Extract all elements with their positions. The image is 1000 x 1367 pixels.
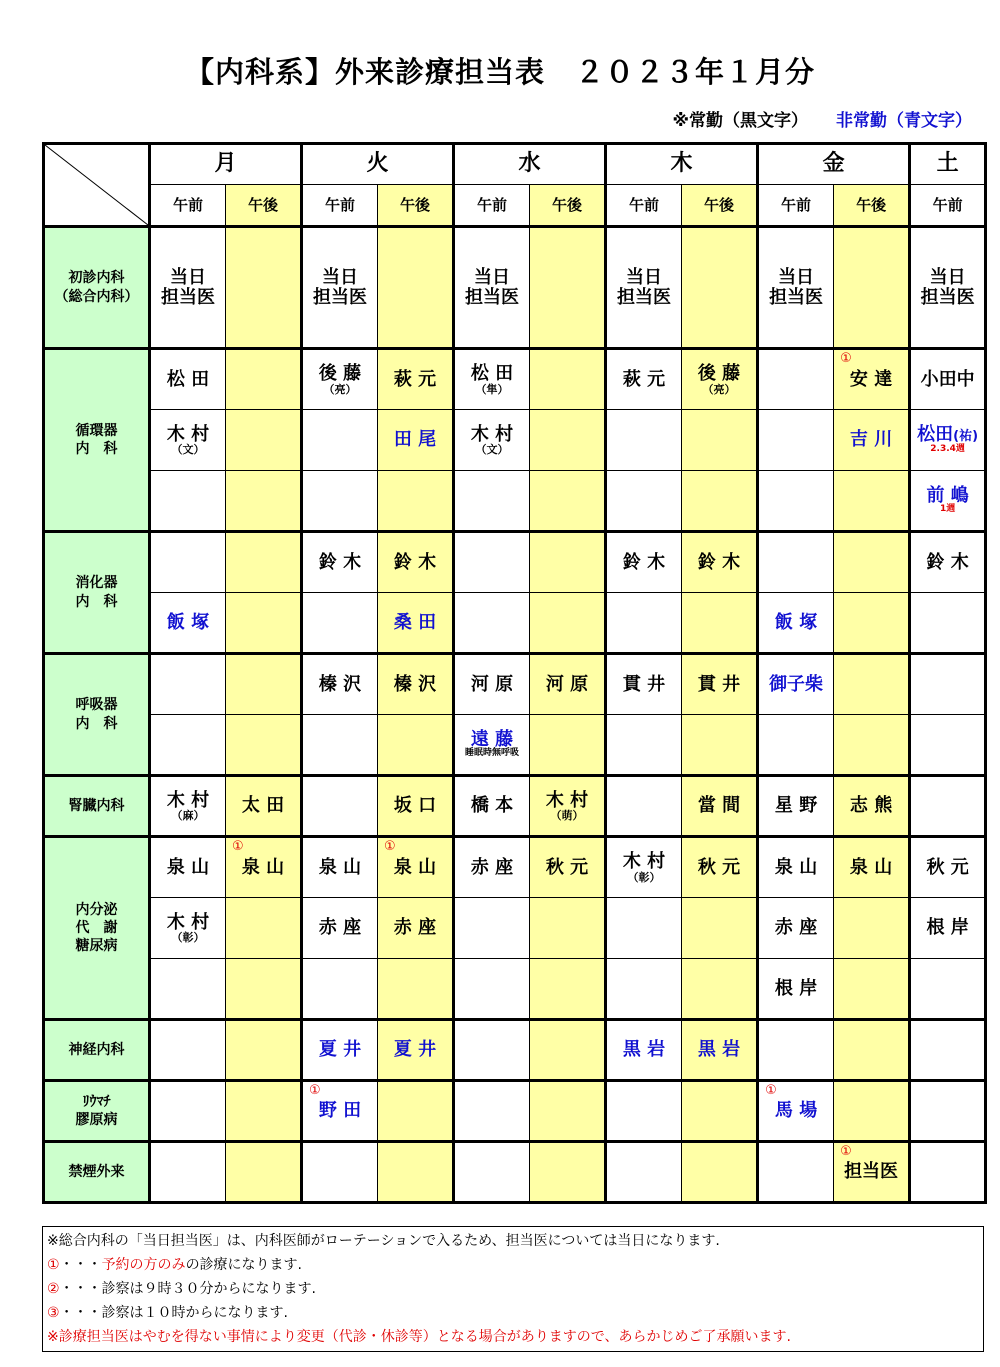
cell-mon-am (150, 959, 226, 1020)
pm-header: 午後 (378, 185, 454, 227)
cell-sat-am (910, 1081, 986, 1142)
cell-thu-am: 萩 元 (606, 349, 682, 410)
cell-thu-pm: 黒 岩 (682, 1020, 758, 1081)
cell-tue-pm: 田 尾 (378, 410, 454, 471)
cell-mon-pm (226, 227, 302, 349)
footer-line-4: ③・・・診察は１０時からになります. (47, 1305, 289, 1321)
cell-mon-pm (226, 959, 302, 1020)
cell-fri-am: ① 馬 場 (758, 1081, 834, 1142)
cell-tue-pm (378, 715, 454, 776)
cell-tue-pm (378, 1081, 454, 1142)
cell-sat-am: 松田(祐) 2.3.4週 (910, 410, 986, 471)
corner-cell (44, 144, 150, 227)
cell-fri-am: 赤 座 (758, 898, 834, 959)
cell-fri-am (758, 410, 834, 471)
cell-thu-pm (682, 1142, 758, 1203)
cell-wed-am: 木 村 （文） (454, 410, 530, 471)
cell-wed-am: 河 原 (454, 654, 530, 715)
cell-wed-pm (530, 715, 606, 776)
cell-fri-am: 星 野 (758, 776, 834, 837)
reservation-mark: ① (765, 1083, 777, 1098)
day-tue: 火 (302, 144, 454, 185)
cell-fri-pm (834, 959, 910, 1020)
cell-wed-am: 遠 藤 睡眠時無呼吸 (454, 715, 530, 776)
cell-fri-pm: ① 担当医 (834, 1142, 910, 1203)
cell-fri-pm: ① 安 達 (834, 349, 910, 410)
cell-thu-pm (682, 227, 758, 349)
cell-tue-pm: 夏 井 (378, 1020, 454, 1081)
legend-nonregular: 非常勤（青文字） (836, 111, 972, 131)
cell-thu-pm: 鈴 木 (682, 532, 758, 593)
cell-mon-pm (226, 471, 302, 532)
cell-mon-am: 泉 山 (150, 837, 226, 898)
cell-thu-pm (682, 715, 758, 776)
cell-fri-am (758, 471, 834, 532)
cell-tue-am: 夏 井 (302, 1020, 378, 1081)
reservation-mark: ① (384, 839, 396, 854)
row-header-kokyuki: 呼吸器 内 科 (44, 654, 150, 776)
cell-tue-am: 当日 担当医 (302, 227, 378, 349)
cell-thu-am: 当日 担当医 (606, 227, 682, 349)
cell-sat-am: 秋 元 (910, 837, 986, 898)
cell-wed-pm: 木 村 （萌） (530, 776, 606, 837)
footer-notes (42, 1226, 984, 1352)
cell-thu-am (606, 898, 682, 959)
cell-thu-pm (682, 959, 758, 1020)
cell-wed-am: 当日 担当医 (454, 227, 530, 349)
cell-wed-am (454, 1020, 530, 1081)
cell-mon-pm (226, 1081, 302, 1142)
reservation-mark: ① (232, 839, 244, 854)
cell-sat-am: 根 岸 (910, 898, 986, 959)
cell-tue-am (302, 959, 378, 1020)
cell-thu-pm: 後 藤 （亮） (682, 349, 758, 410)
cell-fri-am (758, 349, 834, 410)
cell-wed-am: 松 田 （隼） (454, 349, 530, 410)
am-header: 午前 (606, 185, 682, 227)
cell-wed-pm (530, 1020, 606, 1081)
cell-fri-pm (834, 654, 910, 715)
pm-header: 午後 (834, 185, 910, 227)
cell-tue-am (302, 593, 378, 654)
row-header-kinen: 禁煙外来 (44, 1142, 150, 1203)
legend-regular: ※常勤（黒文字） (672, 111, 808, 131)
cell-fri-am: 当日 担当医 (758, 227, 834, 349)
cell-wed-am (454, 471, 530, 532)
row-header-rheum: ﾘｳﾏﾁ 膠原病 (44, 1081, 150, 1142)
cell-mon-am (150, 471, 226, 532)
day-sat: 土 (910, 144, 986, 185)
cell-thu-am (606, 715, 682, 776)
cell-wed-am (454, 898, 530, 959)
cell-wed-pm (530, 898, 606, 959)
cell-sat-am: 前 嶋 1週 (910, 471, 986, 532)
cell-mon-am (150, 1081, 226, 1142)
cell-sat-am (910, 593, 986, 654)
footer-line-2: ①・・・予約の方のみの診療になります. (47, 1257, 303, 1273)
cell-thu-am: 木 村 （彰） (606, 837, 682, 898)
cell-wed-am: 赤 座 (454, 837, 530, 898)
cell-fri-pm (834, 898, 910, 959)
cell-mon-pm (226, 532, 302, 593)
cell-mon-pm (226, 1142, 302, 1203)
cell-tue-pm (378, 959, 454, 1020)
row-header-shinkei: 神経内科 (44, 1020, 150, 1081)
cell-thu-am (606, 471, 682, 532)
cell-fri-pm: 志 熊 (834, 776, 910, 837)
cell-tue-am: 泉 山 (302, 837, 378, 898)
cell-wed-pm (530, 410, 606, 471)
cell-fri-am: 御子柴 (758, 654, 834, 715)
cell-thu-am (606, 959, 682, 1020)
day-mon: 月 (150, 144, 302, 185)
cell-sat-am (910, 1020, 986, 1081)
day-wed: 水 (454, 144, 606, 185)
cell-thu-pm (682, 593, 758, 654)
cell-wed-pm (530, 532, 606, 593)
cell-fri-am (758, 532, 834, 593)
cell-tue-pm: 桑 田 (378, 593, 454, 654)
cell-fri-pm: 吉 川 (834, 410, 910, 471)
cell-tue-am (302, 715, 378, 776)
cell-wed-pm (530, 471, 606, 532)
cell-tue-am: 後 藤 （亮） (302, 349, 378, 410)
cell-tue-pm (378, 227, 454, 349)
cell-wed-pm (530, 349, 606, 410)
footer-line-3: ②・・・診察は９時３０分からになります. (47, 1281, 317, 1297)
footer-line-5: ※診療担当医はやむを得ない事情により変更（代診・休診等）となる場合がありますので、あらかじめご了承願います. (47, 1329, 791, 1345)
cell-thu-pm: 貫 井 (682, 654, 758, 715)
cell-fri-pm (834, 532, 910, 593)
cell-fri-am: 飯 塚 (758, 593, 834, 654)
cell-mon-pm (226, 898, 302, 959)
cell-mon-pm (226, 410, 302, 471)
cell-mon-am (150, 715, 226, 776)
cell-tue-pm: 鈴 木 (378, 532, 454, 593)
cell-thu-am: 貫 井 (606, 654, 682, 715)
cell-tue-am: 鈴 木 (302, 532, 378, 593)
am-header: 午前 (302, 185, 378, 227)
cell-tue-am (302, 1142, 378, 1203)
cell-fri-pm: 泉 山 (834, 837, 910, 898)
cell-tue-am: 榛 沢 (302, 654, 378, 715)
cell-mon-am: 当日 担当医 (150, 227, 226, 349)
cell-thu-pm: 秋 元 (682, 837, 758, 898)
row-header-junkanki: 循環器 内 科 (44, 349, 150, 532)
cell-mon-am: 木 村 （麻） (150, 776, 226, 837)
cell-tue-am: 赤 座 (302, 898, 378, 959)
footer-line-1: ※総合内科の「当日担当医」は、内科医師がローテーションで入るため、担当医については当日になります. (47, 1233, 720, 1249)
am-header: 午前 (758, 185, 834, 227)
cell-wed-pm (530, 1142, 606, 1203)
cell-fri-pm (834, 1020, 910, 1081)
cell-fri-pm (834, 471, 910, 532)
cell-tue-pm: 坂 口 (378, 776, 454, 837)
cell-tue-pm (378, 1142, 454, 1203)
schedule-table (42, 142, 987, 1204)
cell-wed-pm (530, 959, 606, 1020)
cell-fri-pm (834, 593, 910, 654)
cell-mon-pm: ① 泉 山 (226, 837, 302, 898)
day-fri: 金 (758, 144, 910, 185)
cell-mon-pm (226, 593, 302, 654)
cell-wed-pm: 秋 元 (530, 837, 606, 898)
row-header-shoshin: 初診内科 （総合内科） (44, 227, 150, 349)
reservation-mark: ① (840, 351, 852, 366)
page-title: 【内科系】外来診療担当表 ２０２３年１月分 (184, 55, 815, 89)
cell-thu-pm (682, 1081, 758, 1142)
cell-sat-am (910, 776, 986, 837)
am-header: 午前 (454, 185, 530, 227)
cell-tue-pm: 榛 沢 (378, 654, 454, 715)
cell-fri-am (758, 1142, 834, 1203)
cell-wed-pm: 河 原 (530, 654, 606, 715)
cell-tue-am (302, 776, 378, 837)
cell-mon-am: 飯 塚 (150, 593, 226, 654)
cell-sat-am (910, 654, 986, 715)
cell-thu-pm (682, 898, 758, 959)
cell-mon-am (150, 1020, 226, 1081)
row-header-jinzo: 腎臓内科 (44, 776, 150, 837)
cell-mon-am: 松 田 (150, 349, 226, 410)
diagonal-line (45, 145, 148, 225)
cell-wed-am (454, 1142, 530, 1203)
am-header: 午前 (150, 185, 226, 227)
cell-thu-am (606, 776, 682, 837)
row-header-shokaki: 消化器 内 科 (44, 532, 150, 654)
cell-thu-am: 黒 岩 (606, 1020, 682, 1081)
pm-header: 午後 (530, 185, 606, 227)
cell-mon-am: 木 村 （彰） (150, 898, 226, 959)
cell-tue-pm: 赤 座 (378, 898, 454, 959)
cell-sat-am (910, 715, 986, 776)
legend (672, 106, 972, 131)
cell-thu-am (606, 1142, 682, 1203)
am-header: 午前 (910, 185, 986, 227)
cell-tue-pm: 萩 元 (378, 349, 454, 410)
pm-header: 午後 (226, 185, 302, 227)
cell-wed-pm (530, 1081, 606, 1142)
cell-mon-am (150, 654, 226, 715)
cell-fri-pm (834, 1081, 910, 1142)
cell-thu-am: 鈴 木 (606, 532, 682, 593)
cell-mon-pm: 太 田 (226, 776, 302, 837)
cell-thu-pm (682, 410, 758, 471)
pm-header: 午後 (682, 185, 758, 227)
cell-mon-pm (226, 654, 302, 715)
cell-sat-am: 小田中 (910, 349, 986, 410)
cell-fri-am (758, 715, 834, 776)
day-thu: 木 (606, 144, 758, 185)
cell-wed-am: 橋 本 (454, 776, 530, 837)
cell-sat-am (910, 959, 986, 1020)
reservation-mark: ① (840, 1144, 852, 1159)
cell-wed-am (454, 1081, 530, 1142)
cell-mon-pm (226, 715, 302, 776)
cell-thu-am (606, 593, 682, 654)
cell-tue-am (302, 471, 378, 532)
cell-wed-am (454, 532, 530, 593)
cell-fri-pm (834, 715, 910, 776)
cell-wed-pm (530, 227, 606, 349)
reservation-mark: ① (309, 1083, 321, 1098)
cell-tue-am (302, 410, 378, 471)
cell-thu-pm (682, 471, 758, 532)
cell-wed-am (454, 593, 530, 654)
cell-fri-am (758, 1020, 834, 1081)
cell-mon-am (150, 1142, 226, 1203)
cell-mon-pm (226, 1020, 302, 1081)
cell-wed-pm (530, 593, 606, 654)
cell-fri-am: 泉 山 (758, 837, 834, 898)
cell-wed-am (454, 959, 530, 1020)
cell-mon-am: 木 村 （文） (150, 410, 226, 471)
cell-thu-am (606, 410, 682, 471)
cell-mon-am (150, 532, 226, 593)
cell-tue-pm (378, 471, 454, 532)
cell-fri-am: 根 岸 (758, 959, 834, 1020)
cell-fri-pm (834, 227, 910, 349)
cell-sat-am: 鈴 木 (910, 532, 986, 593)
cell-thu-pm: 當 間 (682, 776, 758, 837)
cell-thu-am (606, 1081, 682, 1142)
cell-tue-pm: ① 泉 山 (378, 837, 454, 898)
cell-sat-am: 当日 担当医 (910, 227, 986, 349)
cell-mon-pm (226, 349, 302, 410)
cell-tue-am: ① 野 田 (302, 1081, 378, 1142)
cell-sat-am (910, 1142, 986, 1203)
row-header-naibunpi: 内分泌 代 謝 糖尿病 (44, 837, 150, 1020)
